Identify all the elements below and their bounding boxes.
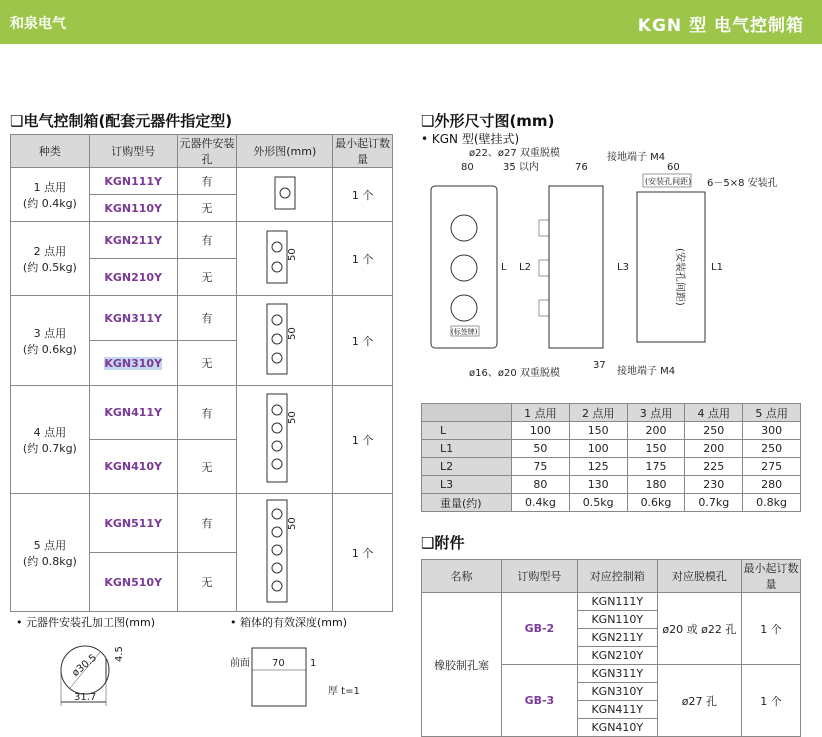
dim-cell: 225: [685, 458, 743, 476]
model-cell[interactable]: KGN111Y: [89, 168, 177, 195]
L1-label: L1: [711, 262, 723, 273]
acc-box: KGN111Y: [577, 593, 657, 611]
hole-drawing: [40, 632, 150, 712]
box-drawing-4: [255, 390, 315, 486]
dim-cell: 200: [685, 440, 743, 458]
mount-pitch-label: (安装孔间距): [645, 177, 692, 186]
shape-3pt: [237, 296, 333, 386]
col-min: 最小起订数量: [333, 135, 393, 168]
kind-cell: 4 点用 (约 0.7kg): [11, 386, 90, 494]
min-cell: 1 个: [333, 494, 393, 612]
dim-row-label: L1: [422, 440, 512, 458]
dim-cell: 0.4kg: [512, 494, 570, 512]
accessory-table: [421, 559, 801, 737]
ground1-label: 接地端子 M4: [607, 152, 666, 163]
dimension-drawing: [421, 142, 801, 382]
min-cell: 1 个: [333, 222, 393, 296]
dim-cell: 100: [512, 422, 570, 440]
box-drawing-2: [255, 227, 315, 287]
dim-cell: 50: [512, 440, 570, 458]
dim-row-label: 重量(约): [422, 494, 512, 512]
front-label: 前面: [230, 658, 250, 669]
hole-cell: 有: [177, 168, 237, 195]
d80-label: 80: [461, 162, 474, 173]
min-cell: 1 个: [333, 296, 393, 386]
dim-cell: 275: [743, 458, 801, 476]
shape-2pt: [237, 222, 333, 296]
dia-label: ø30.5: [70, 652, 100, 680]
dim-cell: 125: [569, 458, 627, 476]
dim-cell: 75: [512, 458, 570, 476]
dim-cell: 80: [512, 476, 570, 494]
product-table: [10, 134, 393, 612]
dim-head: 4 点用: [685, 404, 743, 422]
right-section-title: ❑外形尺寸图(mm): [421, 112, 555, 130]
dim-cell: 280: [743, 476, 801, 494]
hole-caption: • 元器件安装孔加工图(mm): [16, 616, 155, 629]
dim-cell: 250: [743, 440, 801, 458]
L2-label: L2: [519, 262, 531, 273]
dim-cell: 0.8kg: [743, 494, 801, 512]
dim-cell: 200: [627, 422, 685, 440]
d76-label: 76: [575, 162, 588, 173]
thick-label: 厚 t=1: [328, 686, 360, 697]
acc-head: 对应脱模孔: [657, 560, 741, 593]
acc-head: 对应控制箱: [577, 560, 657, 593]
acc-box: KGN210Y: [577, 647, 657, 665]
kind-cell: 1 点用 (约 0.4kg): [11, 168, 90, 222]
dim-cell: 150: [569, 422, 627, 440]
hole-cell: 有: [177, 296, 237, 341]
acc-head: 订购型号: [502, 560, 578, 593]
d317-label: 31.7: [74, 692, 97, 703]
dim-cell: 100: [569, 440, 627, 458]
dim-head: 3 点用: [627, 404, 685, 422]
acc-box: KGN211Y: [577, 629, 657, 647]
d60-label: 60: [667, 162, 680, 173]
box-drawing-3: [255, 300, 315, 378]
hole-cell: 有: [177, 494, 237, 553]
dim-cell: 250: [685, 422, 743, 440]
ground2-label: 接地端子 M4: [617, 366, 676, 377]
hole-cell: 无: [177, 553, 237, 612]
acc-head: 名称: [422, 560, 502, 593]
dim-row-label: L3: [422, 476, 512, 494]
dim-head: 5 点用: [743, 404, 801, 422]
hole-cell: 有: [177, 222, 237, 259]
acc-min: 1 个: [742, 593, 801, 665]
pitch-label: 50: [286, 248, 298, 261]
page-title: KGN 型 电气控制箱: [637, 16, 804, 36]
acc-model[interactable]: GB-2: [502, 593, 578, 665]
model-cell[interactable]: KGN410Y: [89, 440, 177, 494]
model-cell[interactable]: KGN411Y: [89, 386, 177, 440]
kind-cell: 3 点用 (约 0.6kg): [11, 296, 90, 386]
acc-box: KGN310Y: [577, 683, 657, 701]
mount-hole-label: 6－5×8 安装孔: [707, 178, 778, 189]
min-cell: 1 个: [333, 168, 393, 222]
shape-1pt: [237, 168, 333, 222]
dim-row-label: L2: [422, 458, 512, 476]
dim-cell: 150: [627, 440, 685, 458]
depth-drawing: [228, 640, 378, 712]
dim-cell: 230: [685, 476, 743, 494]
dim-row-label: L: [422, 422, 512, 440]
d35-label: 35 以内: [503, 162, 539, 173]
model-cell[interactable]: KGN310Y: [89, 341, 177, 386]
left-section-title: ❑电气控制箱(配套元器件指定型): [10, 112, 233, 130]
d1-label: 1: [310, 658, 317, 669]
dim-head: 1 点用: [512, 404, 570, 422]
model-cell[interactable]: KGN210Y: [89, 259, 177, 296]
shape-4pt: [237, 386, 333, 494]
acc-name: 橡胶制孔塞: [422, 593, 502, 737]
col-kind: 种类: [11, 135, 90, 168]
kind-cell: 5 点用 (约 0.8kg): [11, 494, 90, 612]
acc-hole: ø27 孔: [657, 665, 741, 737]
col-shape: 外形图(mm): [237, 135, 333, 168]
model-cell[interactable]: KGN510Y: [89, 553, 177, 612]
acc-min: 1 个: [742, 665, 801, 737]
dim-cell: 175: [627, 458, 685, 476]
min-cell: 1 个: [333, 386, 393, 494]
dim-head: 2 点用: [569, 404, 627, 422]
dimension-table: [421, 403, 801, 512]
col-hole: 元器件安装孔: [177, 135, 237, 168]
hole-cell: 无: [177, 341, 237, 386]
acc-hole: ø20 或 ø22 孔: [657, 593, 741, 665]
L-label: L: [501, 262, 507, 273]
d45-label: 4.5: [114, 646, 125, 662]
d37-label: 37: [593, 360, 606, 371]
pitch-label: 50: [286, 517, 298, 530]
d70-label: 70: [272, 658, 285, 669]
hole-cell: 无: [177, 259, 237, 296]
page-header: [0, 0, 822, 44]
knock2-label: ø16、ø20 双重脱模: [469, 368, 560, 379]
pitch-label: 50: [286, 327, 298, 340]
box-drawing-5: [255, 496, 315, 606]
dim-cell: 0.6kg: [627, 494, 685, 512]
acc-head: 最小起订数量: [742, 560, 801, 593]
acc-box: KGN311Y: [577, 665, 657, 683]
hole-cell: 有: [177, 386, 237, 440]
brand-name: 和泉电气: [10, 16, 66, 32]
box-drawing-1: [265, 173, 305, 213]
L3-label: L3: [617, 262, 629, 273]
knock1-label: ø22、ø27 双重脱模: [469, 148, 560, 159]
dim-cell: 180: [627, 476, 685, 494]
depth-caption: • 箱体的有效深度(mm): [230, 616, 347, 629]
label-mark: (标签牌): [451, 328, 478, 336]
dim-cell: 0.7kg: [685, 494, 743, 512]
acc-box: KGN110Y: [577, 611, 657, 629]
dim-cell: 300: [743, 422, 801, 440]
dim-cell: 0.5kg: [569, 494, 627, 512]
hole-cell: 无: [177, 440, 237, 494]
dim-cell: 130: [569, 476, 627, 494]
model-cell[interactable]: KGN110Y: [89, 195, 177, 222]
model-cell[interactable]: KGN211Y: [89, 222, 177, 259]
acc-box: KGN411Y: [577, 701, 657, 719]
hole-cell: 无: [177, 195, 237, 222]
right-subtitle: • KGN 型(壁挂式): [421, 132, 520, 146]
acc-model[interactable]: GB-3: [502, 665, 578, 737]
shape-5pt: [237, 494, 333, 612]
L1-note: (安装孔间距): [674, 248, 685, 306]
kind-cell: 2 点用 (约 0.5kg): [11, 222, 90, 296]
col-model: 订购型号: [89, 135, 177, 168]
pitch-label: 50: [286, 411, 298, 424]
dim-corner: [422, 404, 512, 422]
model-cell[interactable]: KGN511Y: [89, 494, 177, 553]
acc-box: KGN410Y: [577, 719, 657, 737]
model-cell[interactable]: KGN311Y: [89, 296, 177, 341]
accessory-title: ❑附件: [421, 534, 465, 552]
